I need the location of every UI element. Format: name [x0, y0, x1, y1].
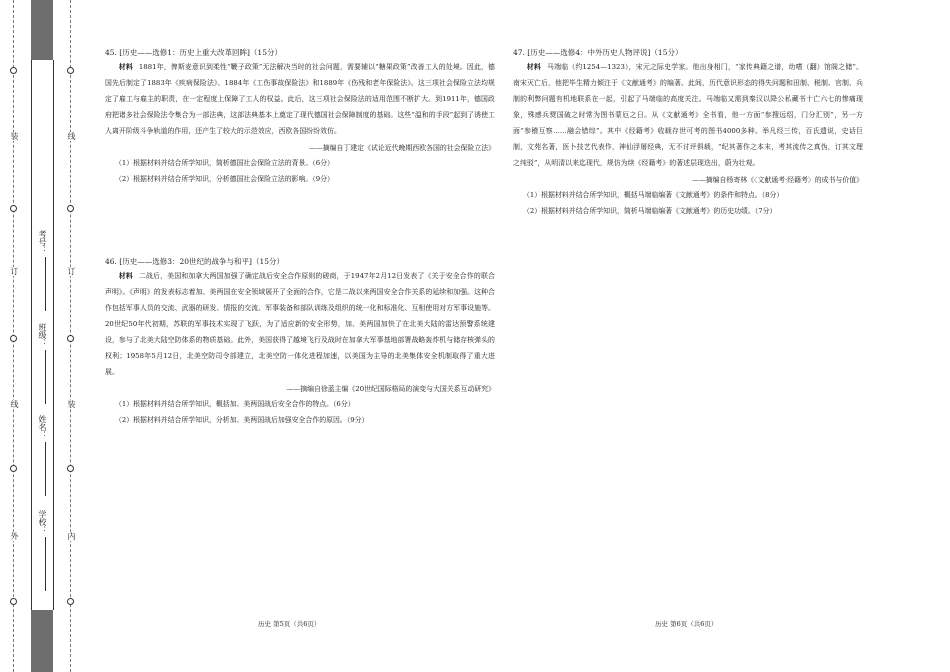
seal-char-outer: 外 — [10, 532, 19, 541]
sub-question: （2）根据材料并结合所学知识，分析德国社会保险立法的影响。（9分） — [115, 175, 334, 183]
binding-circle — [10, 205, 17, 212]
binding-circle — [10, 67, 17, 74]
margin-gray-block-bottom — [31, 610, 53, 672]
material-text: 二战后，美国和加拿大两国加强了确定战后安全合作原则的磋商，于1947年2月12日发表了《关于安全合作的联合声明》。《声明》的发表标志着加、美两国在安全领域展开了全面的合作，它是二战以来两国安全合作关系的延续和加强。这种合作包括军事人员的交流、武器的研发、情报的交流、军事装备和部队训练及组织的统一化和标准化、互相使用对方军事设施等。20世纪50年代初期，苏联的军事技术实现了飞跃，为了适应新的安全形势，加、美两国加快了在北美大陆的雷达预警系统建设，参与了北美大陆空防体系的物质基础。此外，美国获得了越境飞行及战时在加拿大军事基地部署战略轰炸机与储存核弹头的权利；1958年5月12日，北美空防司令部建立，北美空防一体化进程加速，以美国为主导的北美集体安全机制取得了重大进展。 — [105, 272, 495, 376]
binding-circle — [67, 205, 74, 212]
question-material — [513, 59, 863, 171]
page-footer-right: 历史 第6页（共6页） — [655, 620, 718, 628]
material-label: 材料 — [118, 63, 133, 71]
name-field[interactable] — [38, 415, 46, 496]
class-field[interactable] — [38, 323, 46, 404]
material-text: 马端临（约1254—1323），宋元之际史学家。他出身相门，“家传典籍之谱，幼嗜（翻）馆阁之储”。南宋灭亡后，他把毕生精力倾注于《文献通考》的编著。此间，历代意识形态的得失问题和田制、税制、官制、兵制的利弊问题有机地联系在一起，引起了马端临的高度关注。马端临又需到秦汉以降公私藏书十亡六七的惨痛现象，殊感兵燹国破之时常为图书蒙厄之日。从《文献通考》全书看，他一方面“参搜远绍，门分汇别”，另一方面“参稽互察……融会错综”。其中《经籍考》收载存世可考的图书4000多种。举凡经三传，百氏遗说，史话巨制，文苑名著，医卜技艺代表作，神仙浮屠经典，无不讨评俱载，“纪其著作之本末，考其流传之真伪，订其文理之纯驳”，从明清以来迄现代，规仿为续《经籍考》的著述层现迭出，蔚为壮观。 — [513, 63, 863, 167]
binding-circle — [67, 598, 74, 605]
seal-char-inner: 装 — [67, 400, 76, 409]
seal-char-outer: 线 — [10, 400, 19, 409]
material-source: ——摘编自丁建定《试论近代晚期西欧各国的社会保险立法》 — [308, 144, 495, 152]
margin-border-left — [31, 60, 32, 610]
binding-circle — [10, 598, 17, 605]
page-footer-left: 历史 第5页（共6页） — [258, 620, 321, 628]
margin-border-right — [53, 60, 54, 610]
question-title: 46. [历史——选修3：20世纪的战争与和平]（15分） — [105, 257, 285, 266]
sub-question: （1）根据材料并结合所学知识，概括加、美两国战后安全合作的特点。（6分） — [115, 400, 355, 408]
school-field[interactable] — [38, 510, 46, 591]
name-label: 姓名： — [38, 415, 47, 439]
binding-circle — [67, 335, 74, 342]
left-column — [105, 47, 495, 428]
name-underline — [45, 442, 46, 496]
school-label: 学校： — [38, 510, 47, 534]
sub-question: （2）根据材料并结合所学知识，分析加、美两国战后加强安全合作的原因。（9分） — [115, 416, 369, 424]
seal-char-inner: 线 — [67, 132, 76, 141]
class-underline — [45, 350, 46, 404]
school-underline — [45, 537, 46, 591]
binding-circle — [10, 465, 17, 472]
material-label: 材料 — [526, 63, 541, 71]
question-45 — [105, 47, 495, 187]
margin-gray-block-top — [31, 0, 53, 60]
right-column — [513, 47, 863, 219]
exam-number-underline — [45, 257, 46, 311]
question-title: 47. [历史——选修4：中外历史人物评说]（15分） — [513, 48, 683, 57]
seal-char-outer: 装 — [10, 132, 19, 141]
sub-question: （2）根据材料并结合所学知识，简析马端临编著《文献通考》的历史功绩。（7分） — [523, 207, 777, 215]
question-46 — [105, 256, 495, 428]
material-text: 1881年，俾斯麦意识到柔性“鞭子政策”无法解决当时的社会问题，需要辅以“糖果政策”改善工人的处境。因此，德国先后制定了1883年《疾病保险法》、1884年《工伤事故保险法》和1889年《伤残和老年保险法》。这三项社会保险立法均规定了雇工与雇主的职责，在一定程度上保障了工人的权益。此后，这三项社会保险法的适用范围不断扩大。到1911年，德国政府把诸多社会保险法令集合为一部法典，这部法典基本上奠定了现代德国社会保障制度的基础。这些“温和的手段”起到了诱使工人离开阶级斗争轨道的作用，还产生了较大的示范效应，西欧各国纷纷效仿。 — [105, 63, 495, 135]
sub-question: （1）根据材料并结合所学知识，简析德国社会保险立法的背景。（6分） — [115, 159, 334, 167]
binding-circle — [10, 335, 17, 342]
question-47 — [513, 47, 863, 219]
material-label: 材料 — [118, 272, 133, 280]
binding-circle — [67, 465, 74, 472]
material-source: ——摘编自杨寄林《〈文献通考·经籍考〉的成书与价值》 — [691, 176, 863, 184]
seal-char-inner: 内 — [67, 532, 76, 541]
question-material — [105, 59, 495, 139]
exam-number-label: 考号： — [38, 230, 47, 254]
seal-char-outer: 订 — [10, 267, 19, 276]
class-label: 班级： — [38, 323, 47, 347]
exam-number-field[interactable] — [38, 230, 46, 311]
question-title: 45. [历史——选修1：历史上重大改革回眸]（15分） — [105, 48, 282, 57]
binding-circle — [67, 67, 74, 74]
seal-char-inner: 订 — [67, 267, 76, 276]
sub-question: （1）根据材料并结合所学知识，概括马端临编著《文献通考》的条件和特点。（8分） — [523, 191, 784, 199]
material-source: ——摘编自徐蓝主编《20世纪国际格局的演变与大国关系互动研究》 — [286, 385, 495, 393]
question-material — [105, 268, 495, 380]
